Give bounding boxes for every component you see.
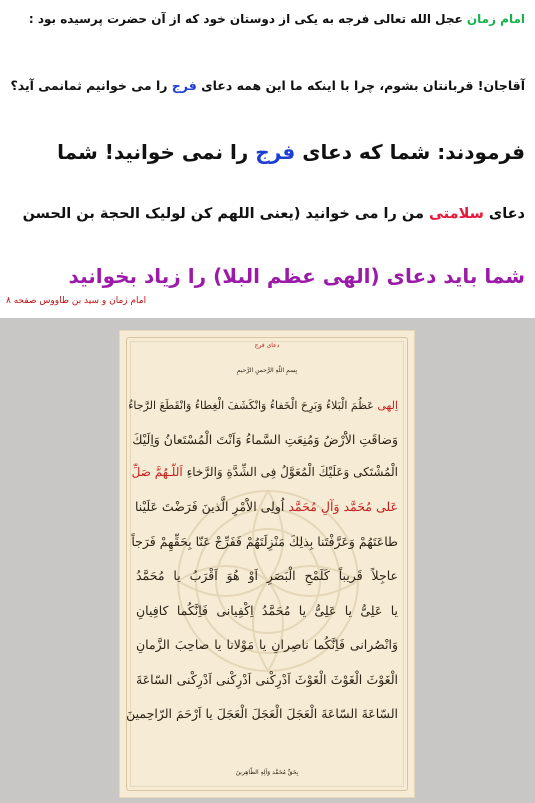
salamati-highlight: سلامتی (429, 206, 484, 222)
hadith-line-1-text: عجل الله تعالی فرجه به یکی از دوستان خود که از آن حضرت پرسیده بود : (28, 12, 463, 26)
prayer-text: السّاعَةَ السّاعَةَ الْعَجَلَ الْعَجَلَ الْعَجَلَ يا اَرْحَمَ الرّاحِمينَ (126, 706, 398, 721)
prayer-line (136, 568, 398, 583)
prayer-red-text: اِلهى (377, 399, 398, 412)
imam-zaman-label: امام زمان (466, 12, 525, 26)
hadith-line-4-part1: دعای (488, 206, 525, 222)
hadith-line-1 (29, 12, 525, 26)
prayer-line (136, 637, 398, 652)
faraj-highlight: فرج (171, 78, 197, 93)
prayer-line (132, 432, 398, 447)
hadith-line-3-part1: فرمودند: شما که دعای (302, 140, 525, 164)
prayer-red-text: عَلى مُحَمَّد وَآلِ مُحَمَّد (288, 499, 398, 514)
hadith-line-4-part2: من را می خوانید (یعنی اللهم کن لولیک الحجة بن الحسن (22, 206, 424, 222)
prayer-text: الْمُشْتَكى وَعَلَيْكَ الْمُعَوَّلُ فِى الشِّدَّةِ وَالرَّخاءِ (186, 465, 398, 479)
hadith-line-4 (23, 206, 525, 222)
prayer-title: دعای فرج (254, 342, 280, 349)
hadith-line-2 (10, 78, 525, 93)
prayer-line (136, 499, 398, 514)
basmala: بِسمِ اللّهِ الرَّحمنِ الرَّحيمِ (236, 367, 298, 374)
prayer-line (136, 672, 398, 687)
prayer-line (128, 399, 398, 412)
prayer-text: الْغَوْثَ الْغَوْثَ الْغَوْثَ اَدْرِكْنى اَدْرِكْنى اَدْرِكْنى السّاعَةَ (136, 672, 398, 687)
prayer-line (136, 603, 398, 618)
hadith-line-5: شما باید دعای (الهی عظم البلا) را زیاد بخوانید (68, 264, 525, 288)
hadith-line-3 (57, 140, 525, 164)
hadith-line-3-part2: را نمی خوانید! شما (57, 140, 249, 164)
prayer-red-text: اَللّـهُمَّ صَلِّ (131, 465, 183, 479)
prayer-line (131, 465, 398, 479)
hadith-text-panel (0, 0, 535, 318)
prayer-text: يا عَلِىُّ يا عَلِىُّ يا مُحَمَّدُ اِكْفِيانى فَاِنَّكُما كافِيانِ (136, 603, 398, 618)
prayer-line (126, 706, 398, 721)
hadith-line-2-part1: آقاجان! قربانتان بشوم، چرا با اینکه ما این همه دعای (201, 78, 525, 93)
prayer-text: اُولِى الاَْمْرِ الَّذينَ فَرَضْتَ عَلَيْنا (135, 499, 285, 514)
prayer-line (131, 534, 398, 549)
source-citation: امام زمان و سید بن طاووس صفحه ۸ (6, 296, 147, 306)
prayer-text: وَضاقَتِ الاَْرْضُ وَمُنِعَتِ السَّماءُ وَاَنْتَ الْمُسْتَعانُ وَاِلَيْكَ (132, 432, 398, 447)
faraj-highlight: فرج (255, 140, 296, 164)
faraj-prayer-card (119, 330, 415, 798)
prayer-closing: بِحَقِّ مُحَمَّد وَآلِهِ الطّاهِرينَ (235, 769, 299, 776)
prayer-text: وَانْصُرانى فَاِنَّكُما ناصِرانِ يا مَوْلانا يا صاحِبَ الزَّمانِ (136, 637, 398, 652)
hadith-line-2-part2: را می خوانیم ثمانمی آید؟ (10, 78, 168, 93)
prayer-text: طاعَتَهُمْ وَعَرَّفْتَنا بِذلِكَ مَنْزِلَتَهُمْ فَفَرِّجْ عَنّا بِحَقِّهِمْ فَرَجاً (131, 534, 398, 549)
prayer-text: عَظُمَ الْبَلاءُ وَبَرِحَ الْخَفاءُ وَانْكَشَفَ الْغِطاءُ وَانْقَطَعَ الرَّجاءُ (128, 399, 374, 412)
prayer-text: عاجِلاً قَريباً كَلَمْحِ الْبَصَرِ اَوْ هُوَ اَقْرَبُ يا مُحَمَّدُ (136, 568, 398, 583)
